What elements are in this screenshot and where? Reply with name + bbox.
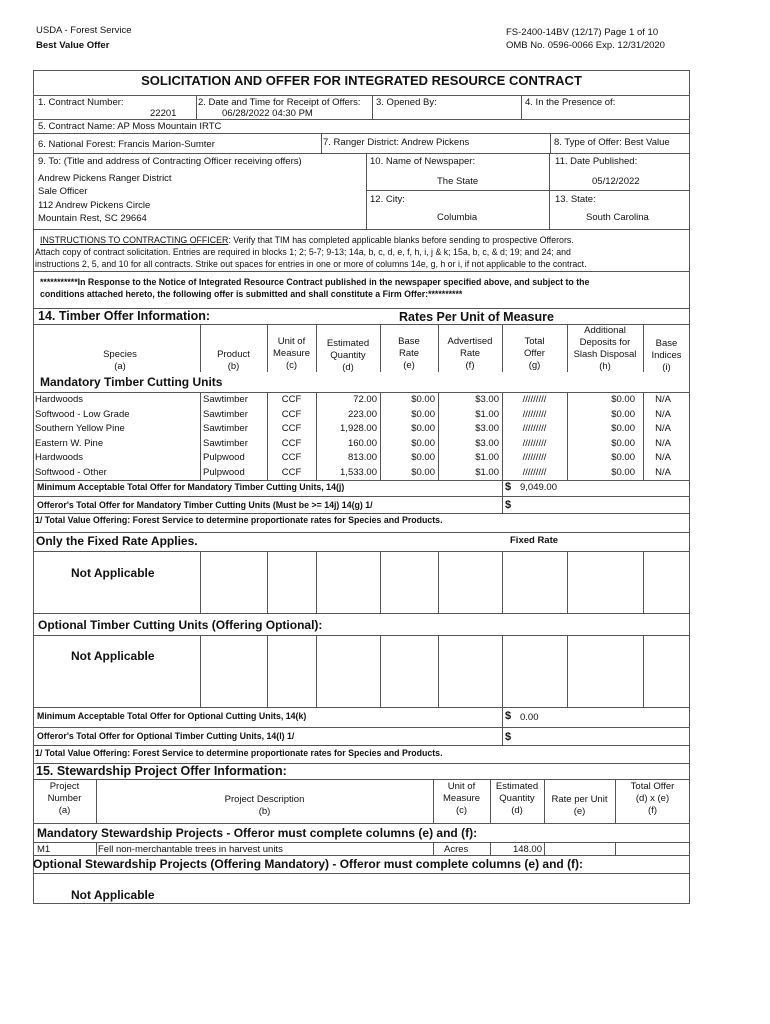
col-base-indices: Base Indices (i): [651, 338, 682, 373]
ranger-district: 7. Ranger District: Andrew Pickens: [323, 137, 470, 148]
stewardship-unit: Acres: [444, 844, 469, 855]
offeror-optional-input[interactable]: [515, 728, 689, 744]
total-offer-cell[interactable]: /////////: [522, 408, 547, 420]
form-number: FS-2400-14BV (12/17) Page 1 of 10: [506, 27, 659, 38]
optional-timber-title: Optional Timber Cutting Units (Offering Optional):: [38, 618, 323, 632]
instructions-line-1: [40, 234, 574, 246]
additional-deposit-cell: $0.00: [611, 452, 635, 463]
state: South Carolina: [586, 212, 649, 223]
species-cell: Southern Yellow Pine: [35, 423, 125, 434]
type-of-offer: 8. Type of Offer: Best Value: [554, 137, 670, 148]
base-index-cell: N/A: [655, 466, 671, 478]
national-forest: 6. National Forest: Francis Marion-Sumter: [38, 139, 215, 150]
product-cell: Sawtimber: [203, 408, 248, 420]
offeror-optional-label: Offeror's Total Offer for Optional Timber Cutting Units, 14(l) 1/: [37, 731, 295, 741]
receipt-date[interactable]: 06/28/2022 04:30 PM: [222, 108, 313, 119]
base-rate-cell: $0.00: [411, 437, 435, 449]
base-rate-cell: $0.00: [411, 423, 435, 434]
advertised-rate-cell: $3.00: [475, 423, 499, 434]
product-cell: Sawtimber: [203, 423, 248, 434]
contract-number-label: 1. Contract Number:: [38, 97, 124, 108]
optional-stewardship-title: Optional Stewardship Projects (Offering Mandatory) - Offeror must complete columns (e) and (f):: [33, 857, 584, 871]
col-rate-per-unit: Rate per Unit (e): [551, 794, 608, 817]
min-optional-value: 0.00: [520, 712, 539, 723]
species-cell: Softwood - Other: [35, 466, 107, 478]
total-offer-cell[interactable]: /////////: [522, 452, 547, 463]
col-total-offer: Total Offer (g): [524, 336, 545, 371]
base-index-cell: N/A: [655, 394, 671, 405]
date-published-label: 11. Date Published:: [555, 156, 638, 167]
stewardship-not-applicable: Not Applicable: [71, 888, 155, 902]
min-optional-label: Minimum Acceptable Total Offer for Optional Cutting Units, 14(k): [37, 711, 307, 721]
optional-note: 1/ Total Value Offering: Forest Service to determine proportionate rates for Species and Products.: [35, 748, 443, 758]
advertised-rate-cell: $3.00: [475, 394, 499, 405]
unit-cell: CCF: [281, 408, 302, 420]
advertised-rate-cell: $3.00: [475, 437, 499, 449]
newspaper-name: The State: [437, 176, 479, 187]
rates-title: Rates Per Unit of Measure: [399, 310, 554, 324]
contract-number[interactable]: 22201: [150, 108, 177, 119]
base-index-cell: N/A: [655, 408, 671, 420]
min-total-label: Minimum Acceptable Total Offer for Mandatory Timber Cutting Units, 14(j): [37, 482, 345, 492]
dollar-sign: $: [505, 481, 512, 493]
newspaper-label: 10. Name of Newspaper:: [370, 156, 476, 167]
dollar-sign: $: [505, 710, 512, 722]
base-rate-cell: $0.00: [411, 452, 435, 463]
base-index-cell: N/A: [655, 437, 671, 449]
col-quantity: Estimated Quantity (d): [326, 338, 370, 373]
total-offer-cell[interactable]: /////////: [522, 423, 547, 434]
col-steward-unit: Unit of Measure (c): [443, 781, 480, 816]
min-total-value: 9,049.00: [520, 482, 557, 493]
city: Columbia: [437, 212, 478, 223]
instructions-line-2: Attach copy of contract solicitation. Entries are required in blocks 1; 2; 5-7; 9-13; 14a, b, c, d, e, f, h, i, j & k; 15a, b, c, & d; 19; and 24; and: [35, 247, 571, 257]
response-line-1: ***********In Response to the Notice of Integrated Resource Contract published in the newspaper specified above, and subject to the: [40, 277, 590, 287]
fixed-rate-not-applicable: Not Applicable: [71, 566, 155, 580]
advertised-rate-cell: $1.00: [475, 452, 499, 463]
address-line: Sale Officer: [38, 186, 88, 197]
offeror-total-label: Offeror's Total Offer for Mandatory Timber Cutting Units (Must be >= 14j) 14(g) 1/: [37, 500, 373, 510]
response-line-2: conditions attached hereto, the following offer is submitted and shall constitute a Firm Offer:**********: [40, 289, 463, 299]
unit-cell: CCF: [281, 394, 302, 405]
address-line: Andrew Pickens Ranger District: [38, 173, 172, 184]
quantity-cell: 223.00: [347, 408, 377, 420]
receipt-date-label: 2. Date and Time for Receipt of Offers:: [198, 97, 361, 108]
mandatory-timber-title: Mandatory Timber Cutting Units: [40, 375, 223, 389]
col-project-number: Project Number (a): [47, 781, 82, 816]
instructions-lead: INSTRUCTIONS TO CONTRACTING OFFICER: [40, 235, 229, 245]
col-unit: Unit of Measure (c): [273, 336, 310, 371]
dollar-sign: $: [505, 499, 512, 511]
base-rate-cell: $0.00: [411, 394, 435, 405]
species-cell: Hardwoods: [35, 452, 84, 463]
col-steward-quantity: Estimated Quantity (d): [495, 781, 539, 816]
timber-section-title: 14. Timber Offer Information:: [38, 309, 211, 323]
omb-number: OMB No. 0596-0066 Exp. 12/31/2020: [506, 40, 665, 51]
form-title: SOLICITATION AND OFFER FOR INTEGRATED RESOURCE CONTRACT: [141, 73, 582, 88]
to-label: 9. To: (Title and address of Contracting Officer receiving offers): [38, 156, 302, 167]
species-cell: Eastern W. Pine: [35, 437, 104, 449]
fixed-rate-label: Fixed Rate: [510, 535, 559, 546]
base-index-cell: N/A: [655, 452, 671, 463]
col-product: Product (b): [217, 349, 250, 372]
base-rate-cell: $0.00: [411, 408, 435, 420]
date-published: 05/12/2022: [592, 176, 640, 187]
additional-deposit-cell: $0.00: [611, 408, 635, 420]
form-subtitle: Best Value Offer: [36, 40, 110, 51]
additional-deposit-cell: $0.00: [611, 466, 635, 478]
quantity-cell: 813.00: [347, 452, 377, 463]
state-label: 13. State:: [555, 194, 596, 205]
col-advertised-rate: Advertised Rate (f): [447, 336, 493, 371]
additional-deposit-cell: $0.00: [611, 437, 635, 449]
stewardship-quantity: 148.00: [512, 844, 542, 855]
stewardship-project-description: Fell non-merchantable trees in harvest units: [98, 844, 283, 855]
col-species: Species (a): [103, 349, 137, 372]
optional-not-applicable: Not Applicable: [71, 649, 155, 663]
additional-deposit-cell: $0.00: [611, 394, 635, 405]
additional-deposit-cell: $0.00: [611, 423, 635, 434]
col-steward-total: Total Offer (d) x (e) (f): [630, 781, 675, 816]
product-cell: Pulpwood: [203, 452, 245, 463]
species-cell: Hardwoods: [35, 394, 84, 405]
stewardship-section-title: 15. Stewardship Project Offer Information:: [36, 764, 287, 778]
base-rate-cell: $0.00: [411, 466, 435, 478]
opened-by-label[interactable]: 3. Opened By:: [376, 97, 437, 108]
col-additional-deposits: Additional Deposits for Slash Disposal (h): [573, 325, 637, 372]
quantity-cell: 72.00: [353, 394, 377, 405]
total-offer-cell[interactable]: /////////: [522, 466, 547, 478]
instructions-text: : Verify that TIM has completed applicable blanks before sending to prospective Offerors.: [228, 235, 574, 245]
stewardship-rate-input[interactable]: [545, 843, 614, 855]
address-line: Mountain Rest, SC 29664: [38, 213, 147, 224]
city-label: 12. City:: [370, 194, 405, 205]
contract-name: 5. Contract Name: AP Moss Mountain IRTC: [38, 121, 222, 132]
fixed-rate-title: Only the Fixed Rate Applies.: [36, 534, 198, 548]
quantity-cell: 1,533.00: [340, 466, 377, 478]
quantity-cell: 1,928.00: [340, 423, 377, 434]
value-offering-note: 1/ Total Value Offering: Forest Service to determine proportionate rates for Species and Products.: [35, 515, 443, 525]
mandatory-stewardship-title: Mandatory Stewardship Projects - Offeror must complete columns (e) and (f):: [37, 826, 478, 840]
stewardship-project-number: M1: [37, 844, 51, 855]
species-cell: Softwood - Low Grade: [35, 408, 130, 420]
instructions-line-3: instructions 2, 5, and 10 for all contracts. Strike out spaces for entries in one or more of columns 14e, g, h or i, if not applicable to the contract.: [35, 259, 587, 269]
unit-cell: CCF: [281, 437, 302, 449]
dollar-sign: $: [505, 731, 512, 743]
product-cell: Sawtimber: [203, 437, 248, 449]
base-index-cell: N/A: [655, 423, 671, 434]
offeror-total-input[interactable]: [515, 497, 689, 513]
total-offer-cell[interactable]: /////////: [522, 394, 547, 405]
col-project-description: Project Description (b): [224, 794, 305, 817]
col-base-rate: Base Rate (e): [398, 336, 420, 371]
quantity-cell: 160.00: [347, 437, 377, 449]
unit-cell: CCF: [281, 423, 302, 434]
total-offer-cell[interactable]: /////////: [522, 437, 547, 449]
stewardship-total-input[interactable]: [616, 843, 689, 855]
unit-cell: CCF: [281, 452, 302, 463]
advertised-rate-cell: $1.00: [475, 408, 499, 420]
address-line: 112 Andrew Pickens Circle: [38, 200, 151, 211]
presence-label[interactable]: 4. In the Presence of:: [525, 97, 616, 108]
advertised-rate-cell: $1.00: [475, 466, 499, 478]
unit-cell: CCF: [281, 466, 302, 478]
product-cell: Pulpwood: [203, 466, 245, 478]
agency-name: USDA - Forest Service: [36, 25, 132, 36]
product-cell: Sawtimber: [203, 394, 248, 405]
